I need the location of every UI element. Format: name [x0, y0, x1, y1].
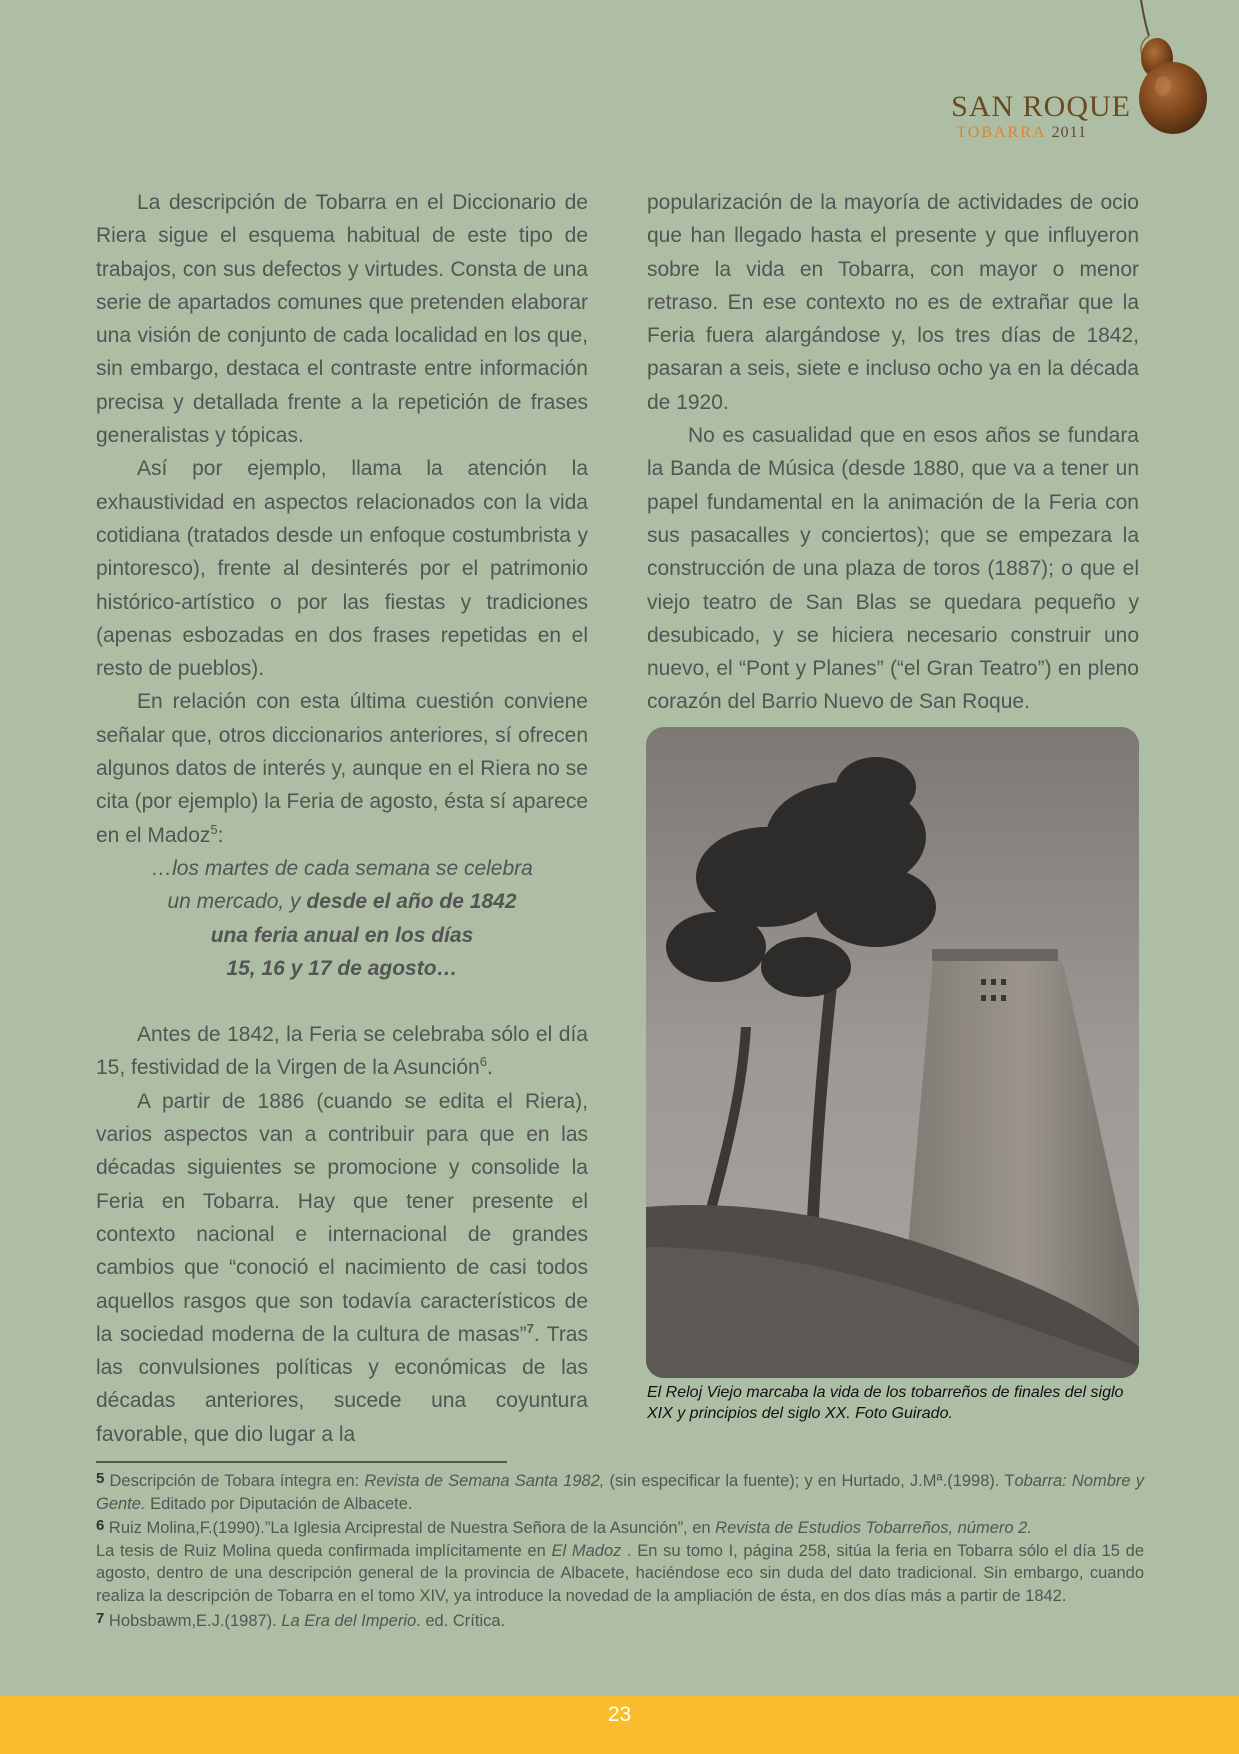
footnote-number: 5	[96, 1470, 105, 1487]
footnote-ref: 5	[210, 821, 218, 837]
paragraph: popularización de la mayoría de actividades de ocio que han llegado hasta el presente y que influyeron sobre la vida en Tobarra, con mayor o menor retraso. En ese contexto no es de extrañar que la Feria fuera alargándose y, los tres días de 1842, pasaran a seis, siete e incluso ocho ya en la década de 1920.	[647, 191, 1139, 414]
paragraph: Así por ejemplo, llama la atención la exhaustividad en aspectos relacionados con la vida cotidiana (tratados desde un enfoque costumbrista y pintoresco), frente al desinterés por el patrimonio histórico-artístico o por las fiestas y tradiciones (apenas esbozadas en dos frases repetidas en el resto de pueblos).	[96, 457, 588, 681]
paragraph-text: En relación con esta última cuestión conviene señalar que, otros diccionarios anteriores, sí ofrecen algunos datos de interés y, aunque en el Riera no se cita (por ejemplo) la Feria de agosto, ésta sí aparece en el Madoz	[96, 690, 588, 847]
footnote-italic: obarra: Nombre y Gente.	[96, 1472, 1145, 1513]
paragraph	[96, 1085, 588, 1451]
footnote-text: (sin especificar la fuente); y en Hurtado, J.Mª.(1998). T	[604, 1472, 1015, 1490]
logo-title: SAN ROQUE	[951, 90, 1131, 123]
paragraph-text: . Tras las convulsiones políticas y económicas de las décadas anteriores, sucede una coyuntura favorable, que dio lugar a la	[96, 1322, 588, 1446]
paragraph-text: :	[217, 823, 224, 847]
quote-line: …los martes de cada semana se celebra	[151, 856, 533, 880]
quote-bold: 15, 16 y 17 de agosto…	[226, 956, 458, 980]
paragraph-text: A partir de 1886 (cuando se edita el Riera), varios aspectos van a contribuir para que en las décadas siguientes se promocione y consolide la Feria en Tobarra. Hay que tener presente el contexto nacional e internacional de grandes cambios que “conoció el nacimiento de casi todos aquellos rasgos que son todavía característicos de la sociedad moderna de la cultura de masas”	[96, 1089, 588, 1346]
paragraph-text: .	[486, 1056, 493, 1080]
logo-town: TOBARRA	[956, 124, 1046, 141]
footnote-text: Ruiz Molina,F.(1990).”La Iglesia Arciprestal de Nuestra Señora de la Asunción”, en	[104, 1519, 716, 1538]
footnote-italic: La Era del Imperio	[281, 1611, 417, 1630]
footnote-divider	[96, 1461, 507, 1463]
footnote-italic: Revista de Estudios Tobarreños, número 2.	[715, 1519, 1032, 1538]
footnote-text: Editado por Diputación de Albacete.	[145, 1494, 413, 1513]
photo-caption: El Reloj Viejo marcaba la vida de los tobarreños de finales del siglo XIX y principios del siglo XX. Foto Guirado.	[647, 1384, 1124, 1422]
quote-line	[96, 885, 588, 918]
quote-line	[96, 919, 588, 952]
photo-illustration	[646, 727, 1139, 1378]
spacer	[96, 985, 588, 1018]
paragraph	[96, 1018, 588, 1085]
left-column	[96, 186, 588, 1451]
paragraph: No es casualidad que en esos años se fundara la Banda de Música (desde 1880, que va a tener un papel fundamental en la animación de la Feria con sus pasacalles y conciertos); que se empezara la construcción de una plaza de toros (1887); o que el viejo teatro de San Blas se quedara pequeño y desubicado, y se hiciera necesario construir uno nuevo, el “Pont y Planes” (“el Gran Teatro”) en pleno corazón del Barrio Nuevo de San Roque.	[647, 424, 1139, 714]
quote-bold: una feria anual en los días	[210, 923, 474, 947]
footnote-ref: 6	[479, 1054, 487, 1070]
footnotes	[96, 1468, 1144, 1632]
footnote-7	[96, 1608, 1144, 1633]
footnote-5	[96, 1468, 1144, 1515]
quote-block	[96, 852, 588, 985]
page-number: 23	[607, 1703, 632, 1726]
footnote-ref: 7	[526, 1320, 534, 1336]
header-logo	[939, 0, 1239, 160]
footnote-italic: Revista de Semana Santa 1982,	[364, 1472, 605, 1490]
footnote-text: Descripción de Tobara íntegra en:	[104, 1472, 365, 1490]
footnote-number: 6	[96, 1517, 105, 1535]
photo-reloj-viejo	[646, 727, 1139, 1378]
footnote-text: . ed. Crítica.	[416, 1611, 506, 1630]
footnote-text: La tesis de Ruiz Molina queda confirmada implícitamente en	[96, 1541, 552, 1560]
quote-line	[96, 952, 588, 985]
paragraph: La descripción de Tobarra en el Diccionario de Riera sigue el esquema habitual de este tipo de trabajos, con sus defectos y virtudes. Consta de una serie de apartados comunes que pretenden elaborar una visión de conjunto de cada localidad en los que, sin embargo, destaca el contraste entre información precisa y detallada frente a la repetición de frases generalistas y tópicas.	[96, 191, 588, 448]
quote-text: un mercado, y	[167, 890, 307, 914]
footnote-text: . En su tomo I, página 258, sitúa la feria en Tobarra sólo el día 15 de agosto, dentro de una descripción general de la provincia de Albacete, haciéndose eco sin duda del dato tradicional. Sin embargo, cuando realiza la descripción de Tobarra en el tomo XIV, ya introduce la novedad de la ampliación de ésta, en dos días más a partir de 1842.	[96, 1541, 1145, 1605]
footnote-6	[96, 1515, 1144, 1607]
gourd-icon	[1129, 0, 1209, 140]
right-column	[647, 186, 1139, 719]
quote-bold: desde el año de 1842	[306, 890, 517, 914]
footnote-italic: El Madoz	[551, 1541, 622, 1560]
paragraph-text: Antes de 1842, la Feria se celebraba sólo el día 15, festividad de la Virgen de la Asunción	[96, 1023, 588, 1080]
footnote-number: 7	[96, 1609, 105, 1627]
footnote-text: Hobsbawm,E.J.(1987).	[104, 1611, 282, 1630]
paragraph	[96, 685, 588, 851]
logo-year: 2011	[1051, 124, 1087, 141]
logo-subtitle	[956, 124, 1087, 142]
